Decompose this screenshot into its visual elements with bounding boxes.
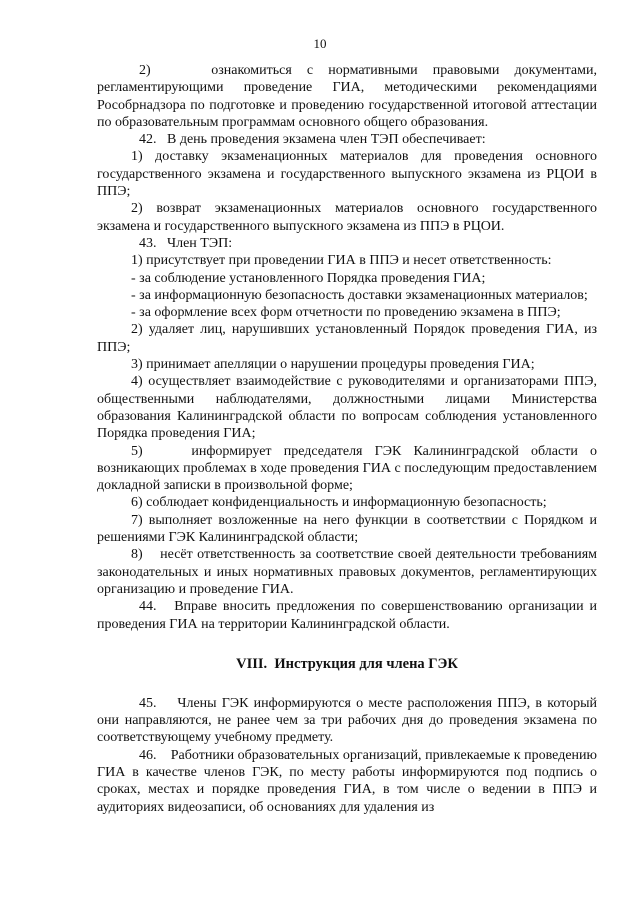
page-number: 10 bbox=[313, 36, 327, 51]
paragraph: - за оформление всех форм отчетности по проведению экзамена в ППЭ; bbox=[131, 305, 561, 321]
document-body bbox=[97, 62, 597, 816]
paragraph: 46. Работники образовательных организаций, привлекаемые к проведению ГИА в качестве членов ГЭК, по месту работы информируются под подпись о сроках, местах и порядке проведения ГИА, в том числе о ведении в ППЭ и аудиториях видеозаписи, об основаниях для удаления из bbox=[97, 747, 597, 815]
paragraph: 3) принимает апелляции о нарушении процедуры проведения ГИА; bbox=[131, 357, 535, 373]
paragraph: 7) выполняет возложенные на него функции в соответствии с Порядком и решениями ГЭК Калининградской области; bbox=[97, 512, 597, 546]
paragraph: 42. В день проведения экзамена член ТЭП обеспечивает: bbox=[139, 132, 486, 148]
section-heading: VIII. Инструкция для члена ГЭК bbox=[236, 655, 458, 672]
paragraph: 5) информирует председателя ГЭК Калининградской области о возникающих проблемах в ходе проведения ГИА с последующим предоставлением докладной записки в произвольной форме; bbox=[97, 443, 597, 494]
paragraph: 2) удаляет лиц, нарушивших установленный Порядок проведения ГИА, из ППЭ; bbox=[97, 322, 597, 355]
paragraph: 44. Вправе вносить предложения по совершенствованию организации и проведения ГИА на территории Калининградской области. bbox=[97, 599, 597, 632]
paragraph: - за информационную безопасность доставки экзаменационных материалов; bbox=[131, 287, 588, 303]
paragraph: 4) осуществляет взаимодействие с руководителями и организаторами ППЭ, общественными наблюдателями, должностными лицами Министерства образования Калининградской области по вопросам соблюдения установленного Порядка проведения ГИА; bbox=[97, 374, 597, 442]
paragraph: 8) несёт ответственность за соответствие своей деятельности требованиям законодательных и иных нормативных правовых документов, регламентирующих организацию и проведение ГИА. bbox=[97, 547, 597, 597]
paragraph: 43. Член ТЭП: bbox=[139, 235, 233, 251]
paragraph: 1) присутствует при проведении ГИА в ППЭ и несет ответственность: bbox=[131, 253, 552, 269]
paragraph: 45. Члены ГЭК информируются о месте расположения ППЭ, в который они направляются, не ранее чем за три рабочих дня до проведения экзамена по соответствующему учебному предмету. bbox=[97, 695, 597, 746]
paragraph: 2) возврат экзаменационных материалов основного государственного экзамена и государственного выпускного экзамена из ППЭ в РЦОИ. bbox=[97, 201, 597, 234]
paragraph: 1) доставку экзаменационных материалов для проведения основного государственного экзамена и государственного выпускного экзамена из РЦОИ в ППЭ; bbox=[97, 149, 597, 200]
paragraph: - за соблюдение установленного Порядка проведения ГИА; bbox=[131, 270, 486, 286]
paragraph: 2) ознакомиться с нормативными правовыми документами, регламентирующими проведение ГИА, методическими рекомендациями Рособрнадзора по подготовке и проведению государственной итоговой аттестации по образовательным программам основного общего образования. bbox=[97, 63, 597, 130]
paragraph: 6) соблюдает конфиденциальность и информационную безопасность; bbox=[131, 495, 547, 511]
